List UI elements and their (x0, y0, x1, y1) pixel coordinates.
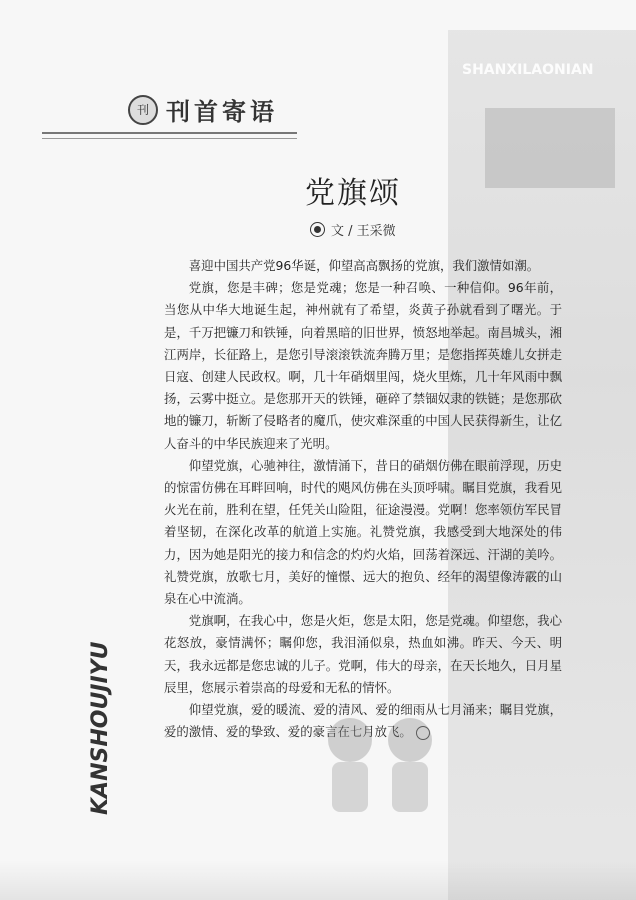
column-header (128, 92, 278, 127)
children-illustration (310, 700, 450, 830)
column-logo-icon: 刊 (128, 95, 158, 125)
header-rule-thin (42, 138, 297, 139)
page-bottom-shadow (0, 860, 636, 900)
article-title: 党旗颂 (305, 176, 401, 211)
column-name: 刊首寄语 (166, 97, 278, 126)
cover-masthead: SHANXILAONIAN (462, 62, 594, 78)
paragraph-1: 喜迎中国共产党96华诞，仰望高高飘扬的党旗，我们激情如潮。 (188, 258, 540, 273)
paragraph-3: 仰望党旗，心驰神往，激情涌下，昔日的硝烟仿佛在眼前浮现，历史的惊雷仿佛在耳畔回响，时代的飓风仿佛在头顶呼啸。瞩目党旗，我看见火光在前，胜利在望，任凭关山险阻，征途漫漫。党啊！您率领仿军民冒着坚韧，在深化改革的航道上实施。礼赞党旗，我感受到大地深处的伟力，因为她是阳光的接力和信念的灼灼火焰，回荡着深远、汗湖的美吟。礼赞党旗，放歌七月，美好的憧憬、远大的抱负、经年的渴望像涛霰的山泉在心中流淌。 (164, 457, 562, 607)
paragraph-5-text: 仰望党旗，爱的暖流、爱的清风、爱的细雨从七月涌来；瞩目党旗，爱的激情、爱的挚致、爱的豪言在七月放飞。 (164, 702, 562, 740)
byline-text: 文 / 王采微 (331, 224, 396, 239)
vertical-title-text: KANSHOUJIYU (88, 641, 113, 815)
paragraph-4: 党旗啊，在我心中，您是火炬，您是太阳，您是党魂。仰望您，我心花怒放，豪情满怀；瞩仰您，我泪涌似泉，热血如沸。昨天、今天、明天，我永远都是您忠诚的儿子。党啊，伟大的母亲，在天长地久，日月星辰里，您展示着崇高的母爱和无私的情怀。 (164, 613, 562, 695)
vertical-column-title (70, 575, 113, 815)
article-body (164, 255, 562, 743)
header-rule (42, 132, 297, 134)
byline-bullet-icon (310, 222, 325, 237)
byline (310, 220, 396, 239)
paragraph-2: 党旗，您是丰碑；您是党魂；您是一种召唤、一种信仰。96年前，当您从中华大地诞生起，神州就有了希望，炎黄子孙就看到了曙光。于是，千万把镰刀和铁锤，向着黑暗的旧世界，愤怒地举起。南昌城头，湘江两岸，长征路上，是您引导滚滚铁流奔腾万里；是您指挥英雄儿女拼走日寇、创建人民政权。啊，几十年硝烟里闯，烧火里炼，几十年风雨中飘扬，云雾中挺立。是您那开天的铁锤，砸碎了禁锢奴隶的铁链；是您那砍地的镰刀，斩断了侵略者的魔爪，使灾难深重的中国人民获得新生，让亿人奋斗的中华民族迎来了光明。 (164, 280, 562, 451)
